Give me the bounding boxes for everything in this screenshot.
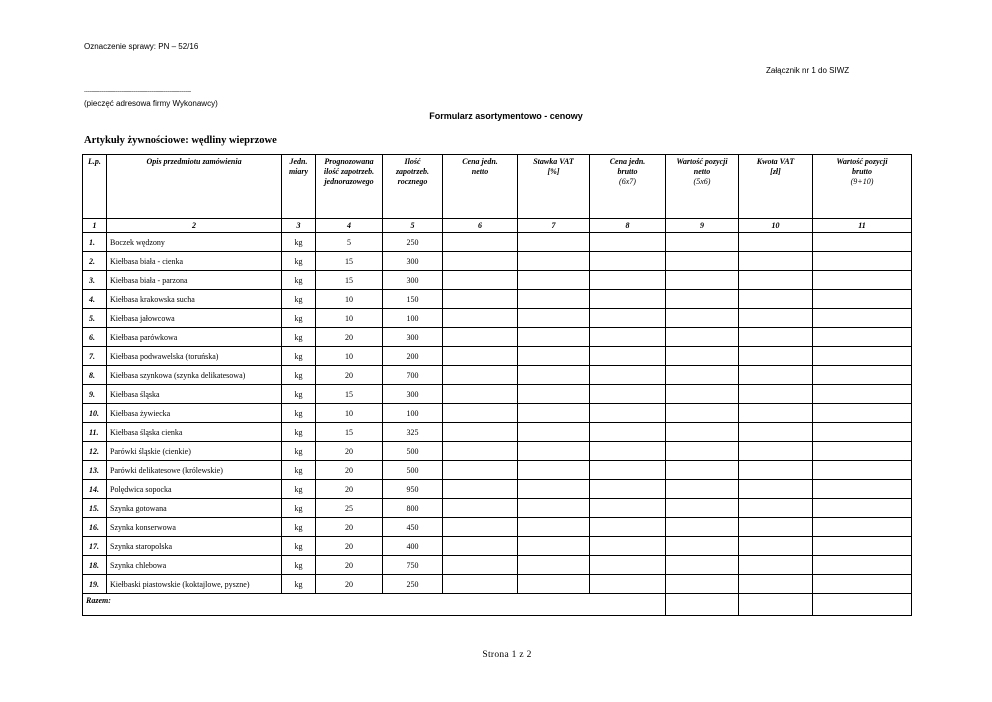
vat-rate-cell[interactable] (518, 480, 590, 499)
forecast-qty-cell: 20 (316, 328, 383, 347)
annual-qty-cell: 300 (383, 328, 443, 347)
gross-value-cell[interactable] (813, 537, 912, 556)
row-number: 15. (83, 499, 107, 518)
item-description: Kiełbasa jałowcowa (107, 309, 282, 328)
item-description: Parówki delikatesowe (królewskie) (107, 461, 282, 480)
net-price-cell[interactable] (443, 385, 518, 404)
vat-amount-cell[interactable] (739, 480, 813, 499)
gross-value-cell[interactable] (813, 461, 912, 480)
net-price-cell[interactable] (443, 290, 518, 309)
table-row (83, 385, 912, 404)
column-number: 3 (282, 219, 316, 233)
table-row (83, 309, 912, 328)
vat-amount-cell[interactable] (739, 556, 813, 575)
annual-qty-cell: 300 (383, 385, 443, 404)
column-number: 10 (739, 219, 813, 233)
gross-price-cell[interactable] (590, 385, 666, 404)
forecast-qty-cell: 15 (316, 385, 383, 404)
total-gross-value-cell[interactable] (813, 594, 912, 616)
vat-rate-cell[interactable] (518, 442, 590, 461)
annual-qty-cell: 300 (383, 271, 443, 290)
column-number: 1 (83, 219, 107, 233)
vat-amount-cell[interactable] (739, 252, 813, 271)
section-title: Artykuły żywnościowe: wędliny wieprzowe (84, 135, 277, 146)
form-title: Formularz asortymentowo - cenowy (429, 111, 583, 121)
vat-rate-cell[interactable] (518, 575, 590, 594)
unit-cell: kg (282, 347, 316, 366)
net-value-cell[interactable] (666, 271, 739, 290)
stamp-note: (pieczęć adresowa firmy Wykonawcy) (84, 99, 218, 108)
net-value-cell[interactable] (666, 328, 739, 347)
forecast-qty-cell: 10 (316, 290, 383, 309)
column-number: 8 (590, 219, 666, 233)
net-value-cell[interactable] (666, 556, 739, 575)
vat-amount-cell[interactable] (739, 423, 813, 442)
gross-price-cell[interactable] (590, 309, 666, 328)
row-number: 11. (83, 423, 107, 442)
gross-value-cell[interactable] (813, 309, 912, 328)
unit-cell: kg (282, 537, 316, 556)
total-vat-amount-cell[interactable] (739, 594, 813, 616)
annual-qty-cell: 750 (383, 556, 443, 575)
gross-price-cell[interactable] (590, 328, 666, 347)
vat-rate-cell[interactable] (518, 537, 590, 556)
gross-price-cell[interactable] (590, 423, 666, 442)
item-description: Kiełbasa biała - parzona (107, 271, 282, 290)
gross-value-cell[interactable] (813, 575, 912, 594)
page-number: Strona 1 z 2 (482, 650, 532, 660)
annual-qty-cell: 450 (383, 518, 443, 537)
unit-cell: kg (282, 556, 316, 575)
gross-price-cell[interactable] (590, 404, 666, 423)
item-description: Kiełbasa biała - cienka (107, 252, 282, 271)
gross-price-cell[interactable] (590, 556, 666, 575)
unit-cell: kg (282, 461, 316, 480)
table-row (83, 328, 912, 347)
net-price-cell[interactable] (443, 556, 518, 575)
unit-cell: kg (282, 404, 316, 423)
annual-qty-cell: 300 (383, 252, 443, 271)
gross-value-cell[interactable] (813, 556, 912, 575)
column-number: 7 (518, 219, 590, 233)
row-number: 19. (83, 575, 107, 594)
forecast-qty-cell: 15 (316, 252, 383, 271)
forecast-qty-cell: 15 (316, 423, 383, 442)
gross-price-cell[interactable] (590, 518, 666, 537)
item-description: Kiełbaski piastowskie (koktajlowe, pyszne) (107, 575, 282, 594)
row-number: 14. (83, 480, 107, 499)
net-price-cell[interactable] (443, 442, 518, 461)
net-price-cell[interactable] (443, 461, 518, 480)
net-price-cell[interactable] (443, 328, 518, 347)
table-row (83, 423, 912, 442)
column-number-row (83, 219, 912, 233)
header-vat-rate: Stawka VAT [%] (518, 155, 590, 219)
forecast-qty-cell: 5 (316, 233, 383, 252)
gross-value-cell[interactable] (813, 385, 912, 404)
unit-cell: kg (282, 366, 316, 385)
header-net-price: Cena jedn. netto (443, 155, 518, 219)
item-description: Kiełbasa parówkowa (107, 328, 282, 347)
gross-price-cell[interactable] (590, 537, 666, 556)
row-number: 8. (83, 366, 107, 385)
vat-rate-cell[interactable] (518, 309, 590, 328)
gross-price-cell[interactable] (590, 347, 666, 366)
net-price-cell[interactable] (443, 252, 518, 271)
row-number: 3. (83, 271, 107, 290)
annual-qty-cell: 250 (383, 233, 443, 252)
price-form-table (82, 154, 912, 616)
unit-cell: kg (282, 423, 316, 442)
unit-cell: kg (282, 518, 316, 537)
table-row (83, 290, 912, 309)
gross-value-cell[interactable] (813, 347, 912, 366)
net-value-cell[interactable] (666, 518, 739, 537)
net-price-cell[interactable] (443, 309, 518, 328)
table-row (83, 556, 912, 575)
gross-price-cell[interactable] (590, 442, 666, 461)
column-number: 5 (383, 219, 443, 233)
net-value-cell[interactable] (666, 290, 739, 309)
item-description: Kiełbasa śląska cienka (107, 423, 282, 442)
gross-value-cell[interactable] (813, 290, 912, 309)
gross-value-cell[interactable] (813, 404, 912, 423)
vat-amount-cell[interactable] (739, 328, 813, 347)
gross-price-cell[interactable] (590, 499, 666, 518)
row-number: 4. (83, 290, 107, 309)
vat-amount-cell[interactable] (739, 461, 813, 480)
row-number: 13. (83, 461, 107, 480)
forecast-qty-cell: 10 (316, 404, 383, 423)
table-row (83, 480, 912, 499)
column-number: 9 (666, 219, 739, 233)
vat-rate-cell[interactable] (518, 499, 590, 518)
row-number: 9. (83, 385, 107, 404)
forecast-qty-cell: 25 (316, 499, 383, 518)
forecast-qty-cell: 20 (316, 556, 383, 575)
item-description: Kiełbasa żywiecka (107, 404, 282, 423)
net-value-cell[interactable] (666, 309, 739, 328)
net-value-cell[interactable] (666, 442, 739, 461)
total-label: Razem: (83, 594, 666, 616)
item-description: Parówki śląskie (cienkie) (107, 442, 282, 461)
gross-price-cell[interactable] (590, 366, 666, 385)
unit-cell: kg (282, 328, 316, 347)
net-value-cell[interactable] (666, 423, 739, 442)
forecast-qty-cell: 20 (316, 461, 383, 480)
gross-value-cell[interactable] (813, 480, 912, 499)
net-price-cell[interactable] (443, 271, 518, 290)
row-number: 2. (83, 252, 107, 271)
vat-rate-cell[interactable] (518, 233, 590, 252)
row-number: 17. (83, 537, 107, 556)
header-net-value: Wartość pozycji netto (5x6) (666, 155, 739, 219)
table-row (83, 347, 912, 366)
row-number: 7. (83, 347, 107, 366)
gross-price-cell[interactable] (590, 290, 666, 309)
item-description: Szynka gotowana (107, 499, 282, 518)
net-value-cell[interactable] (666, 480, 739, 499)
vat-amount-cell[interactable] (739, 309, 813, 328)
item-description: Kiełbasa krakowska sucha (107, 290, 282, 309)
table-row (83, 537, 912, 556)
net-value-cell[interactable] (666, 575, 739, 594)
vat-rate-cell[interactable] (518, 328, 590, 347)
header-vat-amount: Kwota VAT [zł] (739, 155, 813, 219)
row-number: 18. (83, 556, 107, 575)
total-row (83, 594, 912, 616)
row-number: 10. (83, 404, 107, 423)
header-row (83, 155, 912, 219)
forecast-qty-cell: 15 (316, 271, 383, 290)
vat-rate-cell[interactable] (518, 347, 590, 366)
vat-amount-cell[interactable] (739, 499, 813, 518)
vat-rate-cell[interactable] (518, 252, 590, 271)
annex-label: Załącznik nr 1 do SIWZ (766, 66, 850, 75)
net-value-cell[interactable] (666, 366, 739, 385)
column-number: 6 (443, 219, 518, 233)
forecast-qty-cell: 20 (316, 518, 383, 537)
vat-rate-cell[interactable] (518, 385, 590, 404)
gross-price-cell[interactable] (590, 480, 666, 499)
annual-qty-cell: 325 (383, 423, 443, 442)
net-price-cell[interactable] (443, 537, 518, 556)
table-row (83, 442, 912, 461)
item-description: Kiełbasa podwawelska (toruńska) (107, 347, 282, 366)
gross-value-cell[interactable] (813, 271, 912, 290)
net-price-cell[interactable] (443, 480, 518, 499)
vat-amount-cell[interactable] (739, 347, 813, 366)
gross-price-cell[interactable] (590, 575, 666, 594)
annual-qty-cell: 100 (383, 309, 443, 328)
gross-value-cell[interactable] (813, 423, 912, 442)
table-row (83, 499, 912, 518)
net-value-cell[interactable] (666, 385, 739, 404)
row-number: 6. (83, 328, 107, 347)
row-number: 16. (83, 518, 107, 537)
gross-value-cell[interactable] (813, 252, 912, 271)
net-value-cell[interactable] (666, 537, 739, 556)
annual-qty-cell: 950 (383, 480, 443, 499)
item-description: Szynka chlebowa (107, 556, 282, 575)
unit-cell: kg (282, 290, 316, 309)
unit-cell: kg (282, 309, 316, 328)
item-description: Boczek wędzony (107, 233, 282, 252)
gross-price-cell[interactable] (590, 461, 666, 480)
header-description: Opis przedmiotu zamówienia (107, 155, 282, 219)
vat-amount-cell[interactable] (739, 366, 813, 385)
annual-qty-cell: 500 (383, 442, 443, 461)
vat-rate-cell[interactable] (518, 366, 590, 385)
stamp-dotted-line: .................................................................................................... (84, 88, 191, 94)
unit-cell: kg (282, 252, 316, 271)
gross-value-cell[interactable] (813, 233, 912, 252)
vat-rate-cell[interactable] (518, 271, 590, 290)
gross-price-cell[interactable] (590, 252, 666, 271)
header-lp: L.p. (83, 155, 107, 219)
vat-rate-cell[interactable] (518, 423, 590, 442)
annual-qty-cell: 700 (383, 366, 443, 385)
annual-qty-cell: 250 (383, 575, 443, 594)
vat-amount-cell[interactable] (739, 575, 813, 594)
vat-amount-cell[interactable] (739, 404, 813, 423)
net-price-cell[interactable] (443, 518, 518, 537)
header-gross-price: Cena jedn. brutto (6x7) (590, 155, 666, 219)
table-row (83, 252, 912, 271)
case-reference: Oznaczenie sprawy: PN – 52/16 (84, 42, 199, 51)
annual-qty-cell: 800 (383, 499, 443, 518)
forecast-qty-cell: 20 (316, 366, 383, 385)
unit-cell: kg (282, 575, 316, 594)
forecast-qty-cell: 20 (316, 537, 383, 556)
gross-value-cell[interactable] (813, 328, 912, 347)
net-value-cell[interactable] (666, 233, 739, 252)
table-row (83, 575, 912, 594)
vat-amount-cell[interactable] (739, 271, 813, 290)
gross-price-cell[interactable] (590, 233, 666, 252)
vat-rate-cell[interactable] (518, 404, 590, 423)
vat-amount-cell[interactable] (739, 518, 813, 537)
gross-value-cell[interactable] (813, 518, 912, 537)
row-number: 12. (83, 442, 107, 461)
net-value-cell[interactable] (666, 347, 739, 366)
vat-amount-cell[interactable] (739, 385, 813, 404)
row-number: 5. (83, 309, 107, 328)
net-price-cell[interactable] (443, 347, 518, 366)
unit-cell: kg (282, 442, 316, 461)
header-annual-qty: Ilość zapotrzeb. rocznego (383, 155, 443, 219)
unit-cell: kg (282, 233, 316, 252)
item-description: Szynka staropolska (107, 537, 282, 556)
net-value-cell[interactable] (666, 404, 739, 423)
vat-rate-cell[interactable] (518, 518, 590, 537)
net-price-cell[interactable] (443, 233, 518, 252)
table-row (83, 233, 912, 252)
annual-qty-cell: 500 (383, 461, 443, 480)
net-price-cell[interactable] (443, 499, 518, 518)
annual-qty-cell: 200 (383, 347, 443, 366)
forecast-qty-cell: 20 (316, 575, 383, 594)
net-value-cell[interactable] (666, 499, 739, 518)
vat-amount-cell[interactable] (739, 442, 813, 461)
net-price-cell[interactable] (443, 423, 518, 442)
net-price-cell[interactable] (443, 404, 518, 423)
annual-qty-cell: 400 (383, 537, 443, 556)
table-row (83, 518, 912, 537)
unit-cell: kg (282, 480, 316, 499)
item-description: Kiełbasa śląska (107, 385, 282, 404)
table-row (83, 461, 912, 480)
annual-qty-cell: 150 (383, 290, 443, 309)
row-number: 1. (83, 233, 107, 252)
forecast-qty-cell: 10 (316, 309, 383, 328)
vat-rate-cell[interactable] (518, 556, 590, 575)
column-number: 2 (107, 219, 282, 233)
item-description: Polędwica sopocka (107, 480, 282, 499)
header-forecast-qty: Prognozowana ilość zapotrzeb. jednorazowego (316, 155, 383, 219)
forecast-qty-cell: 20 (316, 480, 383, 499)
column-number: 4 (316, 219, 383, 233)
item-description: Kiełbasa szynkowa (szynka delikatesowa) (107, 366, 282, 385)
vat-amount-cell[interactable] (739, 537, 813, 556)
gross-value-cell[interactable] (813, 499, 912, 518)
net-value-cell[interactable] (666, 252, 739, 271)
unit-cell: kg (282, 385, 316, 404)
forecast-qty-cell: 10 (316, 347, 383, 366)
header-gross-value: Wartość pozycji brutto (9+10) (813, 155, 912, 219)
vat-amount-cell[interactable] (739, 233, 813, 252)
column-number: 11 (813, 219, 912, 233)
item-description: Szynka konserwowa (107, 518, 282, 537)
annual-qty-cell: 100 (383, 404, 443, 423)
header-unit: Jedn. miary (282, 155, 316, 219)
vat-rate-cell[interactable] (518, 290, 590, 309)
table-row (83, 366, 912, 385)
net-price-cell[interactable] (443, 575, 518, 594)
table-row (83, 404, 912, 423)
vat-amount-cell[interactable] (739, 290, 813, 309)
forecast-qty-cell: 20 (316, 442, 383, 461)
gross-value-cell[interactable] (813, 442, 912, 461)
net-value-cell[interactable] (666, 461, 739, 480)
unit-cell: kg (282, 271, 316, 290)
total-net-value-cell[interactable] (666, 594, 739, 616)
unit-cell: kg (282, 499, 316, 518)
table-row (83, 271, 912, 290)
gross-price-cell[interactable] (590, 271, 666, 290)
vat-rate-cell[interactable] (518, 461, 590, 480)
net-price-cell[interactable] (443, 366, 518, 385)
gross-value-cell[interactable] (813, 366, 912, 385)
